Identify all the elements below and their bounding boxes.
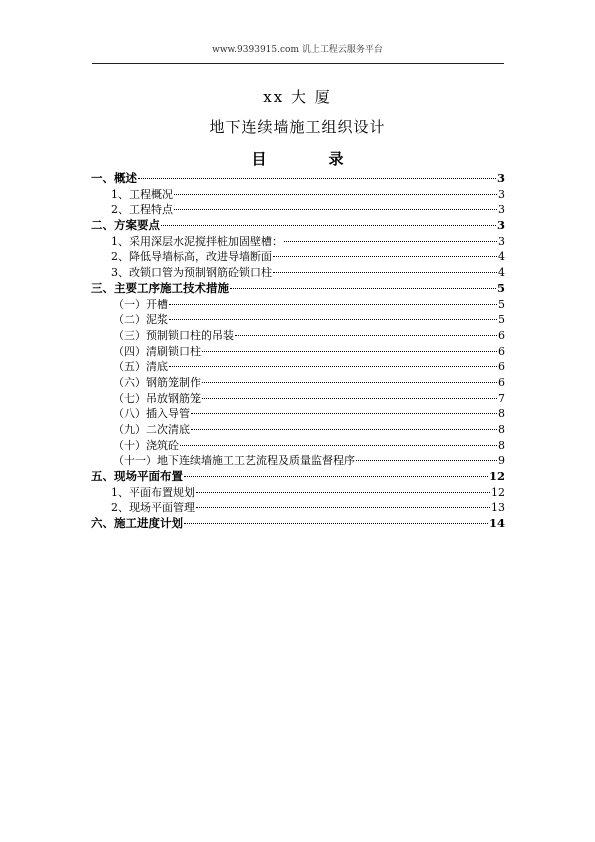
toc-dot-leader xyxy=(138,178,496,179)
toc-entry[interactable] xyxy=(91,312,505,328)
toc-dot-leader xyxy=(284,241,497,242)
toc-entry-page: 3 xyxy=(498,203,505,217)
toc-dot-leader xyxy=(169,366,497,367)
document-title: 地下连续墙施工组织设计 xyxy=(209,118,386,136)
toc-entry-page: 12 xyxy=(488,469,505,484)
toc-entry-label: （五）清底 xyxy=(113,360,168,374)
toc-entry[interactable] xyxy=(91,187,505,203)
toc-entry[interactable] xyxy=(91,171,505,187)
toc-dot-leader xyxy=(169,304,497,305)
toc-entry-page: 5 xyxy=(496,280,505,295)
toc-entry-label: 1、采用深层水泥搅拌桩加固壁槽： xyxy=(111,234,283,248)
toc-entry-page: 3 xyxy=(498,234,505,248)
toc-dot-leader xyxy=(174,194,497,195)
toc-dot-leader xyxy=(235,335,497,336)
toc-entry-label: 六、施工进度计划 xyxy=(91,516,183,531)
toc-entry-label: （二）泥浆 xyxy=(113,313,168,327)
toc-entry-label: （七）吊放钢筋笼 xyxy=(113,391,201,405)
toc-dot-leader xyxy=(184,523,488,524)
building-title: xx 大 厦 xyxy=(263,88,332,106)
toc-dot-leader xyxy=(196,492,490,493)
toc-entry-page: 12 xyxy=(491,485,505,499)
toc-entry[interactable] xyxy=(91,438,505,454)
toc-dot-leader xyxy=(356,460,497,461)
toc-entry[interactable] xyxy=(91,281,505,297)
toc-entry-page: 5 xyxy=(498,313,505,327)
toc-entry-page: 6 xyxy=(498,328,505,342)
toc-entry[interactable] xyxy=(91,249,505,265)
toc-entry[interactable] xyxy=(91,359,505,375)
toc-entry-label: 一、概述 xyxy=(91,171,137,185)
toc-dot-leader xyxy=(230,288,496,289)
toc-entry-label: （八）插入导管 xyxy=(113,407,190,421)
toc-entry-page: 3 xyxy=(498,187,505,201)
toc-entry-page: 7 xyxy=(498,391,505,405)
toc-entry-label: 2、现场平面管理 xyxy=(111,501,195,515)
toc-entry-page: 5 xyxy=(498,297,505,311)
toc-dot-leader xyxy=(169,319,497,320)
toc-entry[interactable] xyxy=(91,485,505,501)
toc-entry-label: （九）二次清底 xyxy=(113,423,190,436)
toc-dot-leader xyxy=(180,445,497,446)
toc-entry-page: 6 xyxy=(498,360,505,374)
toc-heading-char-1: 目 xyxy=(251,150,267,168)
toc-entry-page: 6 xyxy=(498,344,505,358)
toc-entry-label: （四）清刷锁口柱 xyxy=(113,344,201,358)
toc-entry-page: 6 xyxy=(498,375,505,389)
toc-entry[interactable] xyxy=(91,406,505,422)
toc-entry[interactable] xyxy=(91,202,505,218)
toc-dot-leader xyxy=(273,272,497,273)
toc-dot-leader xyxy=(202,398,497,399)
toc-dot-leader xyxy=(202,351,497,352)
toc-entry[interactable] xyxy=(91,234,505,250)
toc-entry[interactable] xyxy=(91,328,505,344)
toc-entry-label: 3、改锁口管为预制钢筋砼锁口柱 xyxy=(111,266,272,280)
toc-entry[interactable] xyxy=(91,375,505,391)
toc-entry-page: 8 xyxy=(498,438,505,452)
toc-entry-label: 2、工程特点 xyxy=(111,203,173,217)
toc-dot-leader xyxy=(202,382,497,383)
toc-dot-leader xyxy=(191,429,497,430)
toc-entry-label: 1、平面布置规划 xyxy=(111,485,195,499)
toc-heading-char-2: 录 xyxy=(328,150,344,168)
toc-entry[interactable] xyxy=(91,453,505,469)
toc-entry-label: （一）开槽 xyxy=(113,297,168,311)
toc-entry-label: 二、方案要点 xyxy=(91,218,160,233)
toc-dot-leader xyxy=(273,256,497,257)
toc-entry-page: 3 xyxy=(496,218,505,233)
toc-entry-page: 14 xyxy=(488,516,505,531)
toc-entry-page: 4 xyxy=(498,266,505,280)
toc-entry-page: 8 xyxy=(498,423,505,436)
toc-entry-label: 1、工程概况 xyxy=(111,187,173,201)
toc-entry[interactable] xyxy=(91,500,505,516)
toc-entry-label: （十）浇筑砼 xyxy=(113,438,179,452)
toc-entry-label: 2、降低导墙标高，改进导墙断面 xyxy=(111,250,272,264)
toc-entry[interactable] xyxy=(91,344,505,360)
toc-entry-page: 3 xyxy=(496,171,505,185)
toc-entry-label: （十一）地下连续墙施工工艺流程及质量监督程序 xyxy=(113,454,355,468)
toc-entry-label: （六）钢筋笼制作 xyxy=(113,375,201,389)
toc-entry[interactable] xyxy=(91,218,505,234)
toc-entry[interactable] xyxy=(91,391,505,407)
toc-entry-page: 8 xyxy=(498,407,505,421)
toc-entry[interactable] xyxy=(91,422,505,438)
header-divider xyxy=(92,63,504,64)
toc-entry[interactable] xyxy=(91,265,505,281)
toc-dot-leader xyxy=(174,209,497,210)
toc-entry-page: 9 xyxy=(498,454,505,468)
toc-entry-page: 4 xyxy=(498,250,505,264)
toc-entry-label: 三、主要工序施工技术措施 xyxy=(91,280,229,295)
toc-entry-label: （三）预制锁口柱的吊装 xyxy=(113,328,234,342)
toc-dot-leader xyxy=(196,507,490,508)
toc-dot-leader xyxy=(184,476,488,477)
toc-entry[interactable] xyxy=(91,297,505,313)
table-of-contents xyxy=(91,171,505,532)
toc-dot-leader xyxy=(191,413,497,414)
toc-entry-page: 13 xyxy=(491,501,505,515)
toc-heading xyxy=(0,148,595,169)
toc-entry[interactable] xyxy=(91,469,505,485)
toc-entry[interactable] xyxy=(91,516,505,532)
toc-dot-leader xyxy=(161,225,496,226)
toc-entry-label: 五、现场平面布置 xyxy=(91,469,183,484)
page-header-site: www.9393915.com 讥上工程云服务平台 xyxy=(212,45,383,55)
